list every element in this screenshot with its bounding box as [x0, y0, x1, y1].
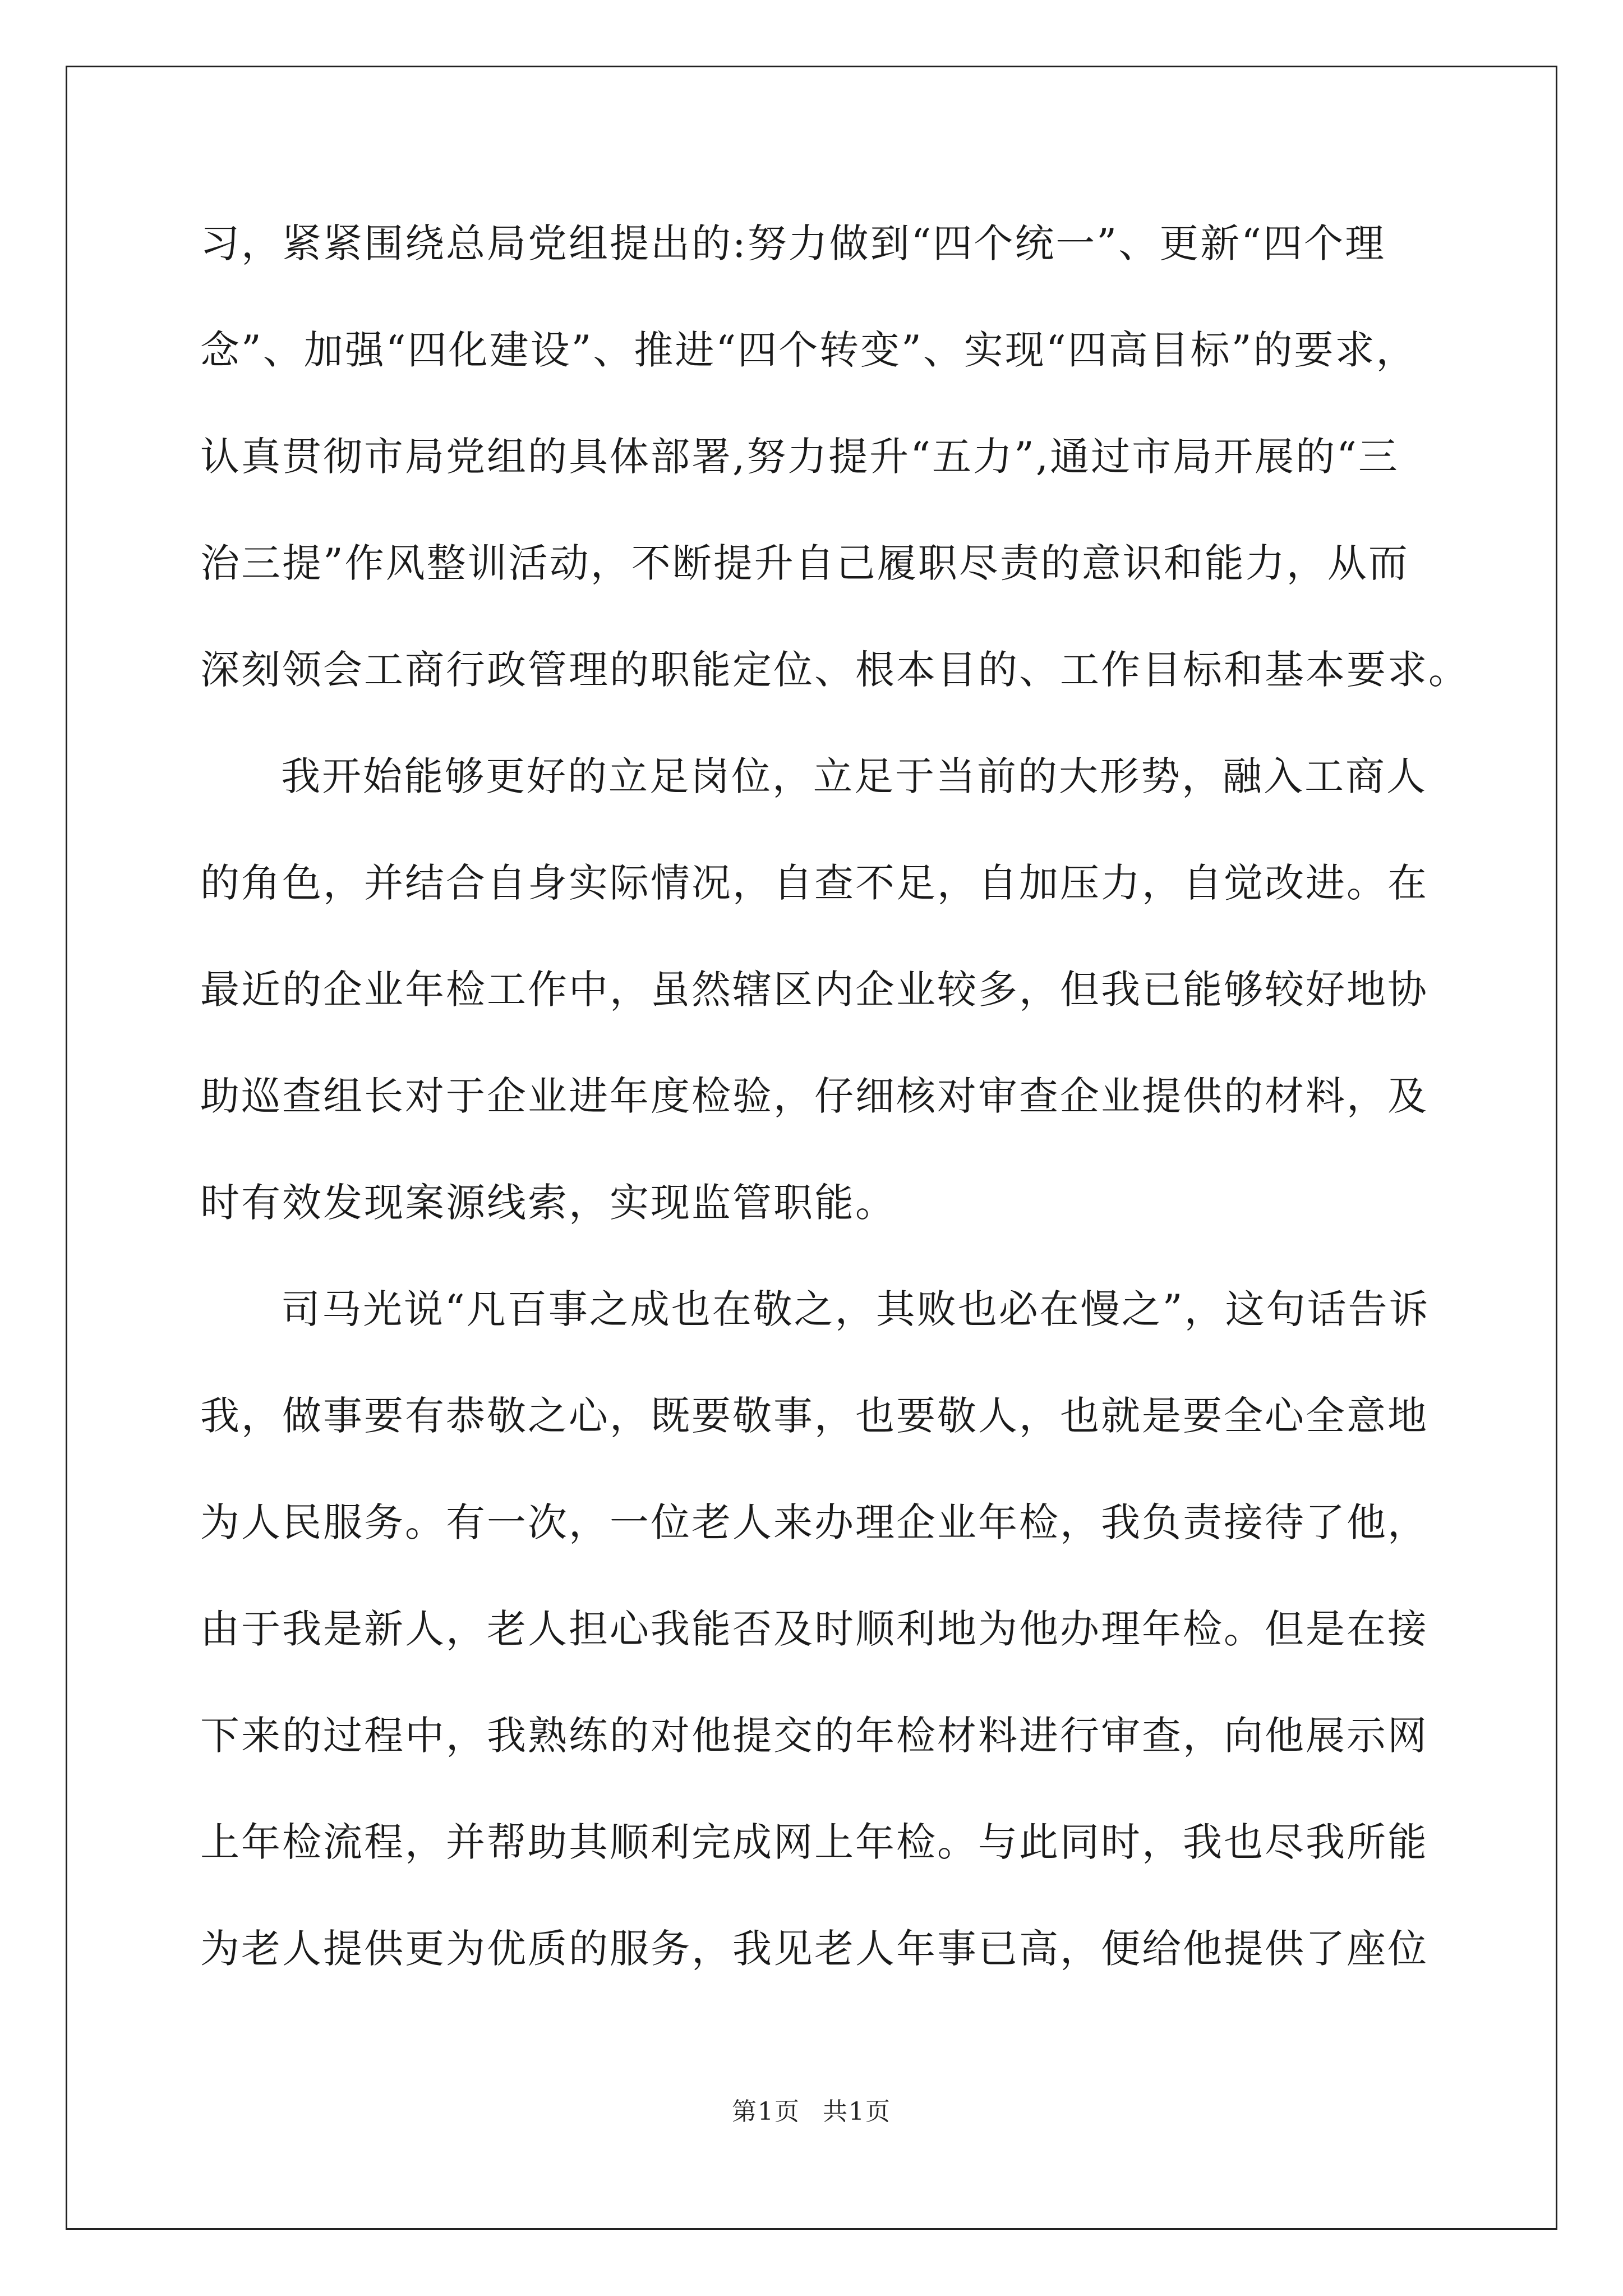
text-line: 为人民服务。有一次，一位老人来办理企业年检，我负责接待了他， [200, 1499, 1428, 1545]
page-number: 第1页 [732, 2097, 800, 2126]
text-line: 下来的过程中，我熟练的对他提交的年检材料进行审查，向他展示网 [200, 1713, 1428, 1759]
text-line: 的角色，并结合自身实际情况，自查不足，自加压力，自觉改进。在 [200, 860, 1428, 906]
text-line: 时有效发现案源线索，实现监管职能。 [200, 1180, 896, 1226]
page-footer [0, 2091, 1623, 2127]
text-line: 助巡查组长对于企业进年度检验，仔细核对审查企业提供的材料，及 [200, 1073, 1428, 1119]
text-line: 认真贯彻市局党组的具体部署,努力提升“五力”,通过市局开展的“三 [200, 434, 1399, 480]
paragraph-2 [200, 747, 1456, 1280]
text-line: 上年检流程，并帮助其顺利完成网上年检。与此同时，我也尽我所能 [200, 1819, 1428, 1865]
text-line: 习，紧紧围绕总局党组提出的:努力做到“四个统一”、更新“四个理 [200, 220, 1386, 266]
text-line: 治三提”作风整训活动，不断提升自己履职尽责的意识和能力，从而 [200, 540, 1409, 586]
page-total: 共1页 [823, 2097, 891, 2126]
text-line: 我，做事要有恭敬之心，既要敬事，也要敬人，也就是要全心全意地 [200, 1393, 1428, 1439]
text-line: 深刻领会工商行政管理的职能定位、根本目的、工作目标和基本要求。 [200, 647, 1469, 693]
text-line: 我开始能够更好的立足岗位，立足于当前的大形势，融入工商人 [281, 753, 1427, 799]
paragraph-1 [200, 214, 1469, 747]
document-body [200, 214, 1469, 2026]
paragraph-3 [200, 1280, 1456, 2026]
text-line: 为老人提供更为优质的服务，我见老人年事已高，便给他提供了座位 [200, 1926, 1428, 1972]
text-line: 由于我是新人，老人担心我能否及时顺利地为他办理年检。但是在接 [200, 1606, 1428, 1652]
text-line: 念”、加强“四化建设”、推进“四个转变”、实现“四高目标”的要求， [200, 327, 1417, 373]
text-line: 司马光说“凡百事之成也在敬之，其败也必在慢之”，这句话告诉 [281, 1286, 1430, 1332]
text-line: 最近的企业年检工作中，虽然辖区内企业较多，但我已能够较好地协 [200, 967, 1428, 1013]
